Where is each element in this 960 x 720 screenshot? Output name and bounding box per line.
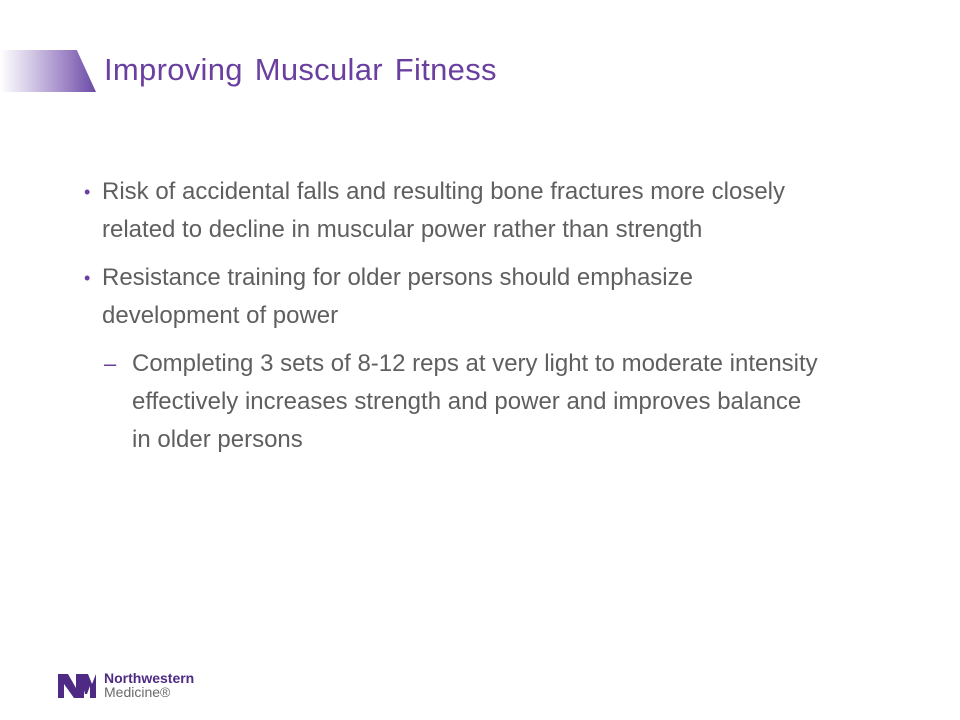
slide-content [84,173,824,459]
slide-title: Improving Muscular Fitness [104,52,497,87]
sub-bullet-item [84,345,824,459]
sub-bullet-text: Completing 3 sets of 8-12 reps at very light to moderate intensity effectively increases strength and power and improves balance in older persons [132,350,818,453]
dash-icon: – [104,351,117,376]
title-accent-bar [0,50,96,92]
bullet-item [84,173,824,249]
bullet-text: Risk of accidental falls and resulting bone fractures more closely related to decline in muscular power rather than strength [102,178,785,243]
bullet-item [84,259,824,335]
bullet-text: Resistance training for older persons should emphasize development of power [102,264,693,329]
bullet-dot-icon: • [84,182,91,202]
logo-text-northwestern: Northwestern [104,670,195,686]
logo-text-medicine: Medicine® [104,684,171,700]
nm-logo-icon [56,670,98,700]
northwestern-medicine-logo [56,668,194,702]
bullet-dot-icon: • [84,268,91,288]
